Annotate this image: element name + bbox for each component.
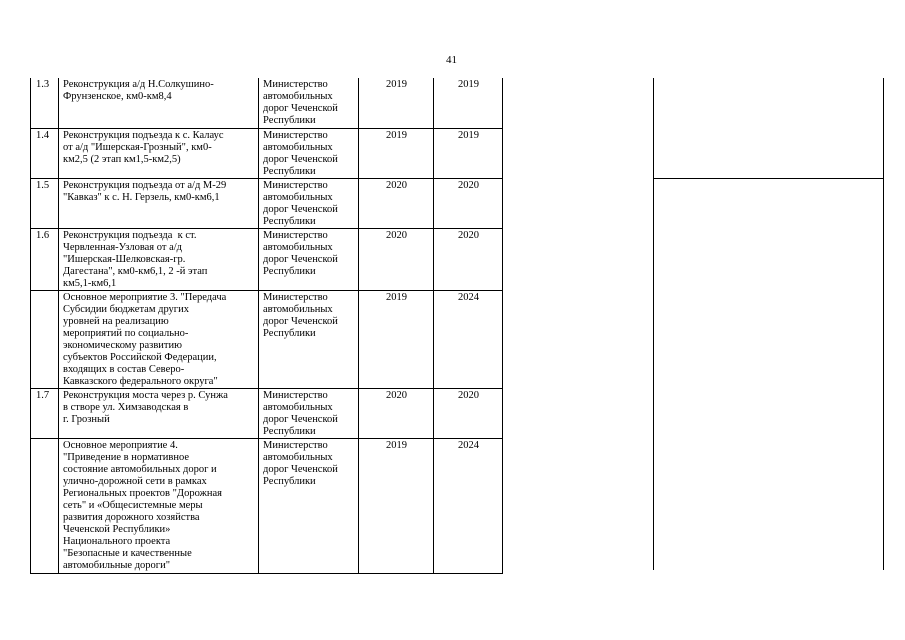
responsible-executor-line: автомобильных [263, 241, 333, 253]
responsible-executor-line: дорог Чеченской [263, 203, 338, 215]
start-year: 2020 [359, 178, 434, 228]
item-name [59, 78, 259, 128]
responsible-executor-line: Республики [263, 115, 316, 126]
responsible-executor-line: Министерство [263, 439, 328, 451]
item-number [31, 290, 59, 388]
responsible-executor-line: Министерство [263, 179, 328, 191]
item-name-line: км5,1-км6,1 [63, 277, 117, 289]
item-name-line: в створе ул. Химзаводская в [63, 401, 189, 413]
item-name-line: Основное мероприятие 3. "Передача [63, 291, 227, 303]
end-year: 2019 [434, 128, 503, 178]
program-table [30, 78, 503, 574]
responsible-executor-line: дорог Чеченской [263, 413, 338, 425]
page-number: 41 [446, 54, 457, 66]
table-row [31, 290, 503, 388]
start-year: 2019 [359, 438, 434, 573]
item-name [59, 290, 259, 388]
responsible-executor-line: дорог Чеченской [263, 153, 338, 165]
responsible-executor-line: автомобильных [263, 91, 333, 102]
item-name-line: мероприятий по социально- [63, 327, 189, 339]
responsible-executor-line: Республики [263, 475, 316, 487]
item-number [31, 438, 59, 573]
responsible-executor-line: дорог Чеченской [263, 253, 338, 265]
right-table-row-divider [653, 178, 884, 179]
responsible-executor-line: Республики [263, 327, 316, 339]
item-name-line: входящих в состав Северо- [63, 363, 185, 375]
responsible-executor [259, 178, 359, 228]
table-row [31, 388, 503, 438]
responsible-executor [259, 388, 359, 438]
responsible-executor-line: Республики [263, 215, 316, 227]
start-year: 2019 [359, 78, 434, 128]
responsible-executor-line: автомобильных [263, 191, 333, 203]
end-year: 2020 [434, 178, 503, 228]
item-name-line: г. Грозный [63, 413, 110, 425]
responsible-executor-line: Республики [263, 425, 316, 437]
item-name [59, 388, 259, 438]
responsible-executor-line: Министерство [263, 129, 328, 141]
item-name-line: Чеченской Республики» [63, 523, 171, 535]
item-name-line: "Приведение в нормативное [63, 451, 190, 463]
end-year: 2024 [434, 290, 503, 388]
table-row [31, 228, 503, 290]
responsible-executor-line: автомобильных [263, 451, 333, 463]
item-number: 1.5 [31, 178, 59, 228]
responsible-executor [259, 290, 359, 388]
responsible-executor-line: Министерство [263, 79, 328, 90]
table-row [31, 78, 503, 128]
table-body [31, 78, 503, 573]
item-name-line: Субсидии бюджетам других [63, 303, 189, 315]
responsible-executor-line: Республики [263, 165, 316, 177]
responsible-executor [259, 438, 359, 573]
responsible-executor-line: автомобильных [263, 401, 333, 413]
table-row [31, 128, 503, 178]
table-row [31, 178, 503, 228]
item-name-line: уровней на реализацию [63, 315, 169, 327]
start-year: 2020 [359, 388, 434, 438]
item-number: 1.3 [31, 78, 59, 128]
item-name [59, 128, 259, 178]
responsible-executor-line: дорог Чеченской [263, 103, 338, 114]
item-name-line: сеть" и «Общесистемные меры [63, 499, 203, 511]
item-name-line: Национального проекта [63, 535, 171, 547]
end-year: 2020 [434, 388, 503, 438]
item-name-line: "Кавказ" к с. Н. Герзель, км0-км6,1 [63, 191, 220, 203]
item-name-line: развития дорожного хозяйства [63, 511, 200, 523]
responsible-executor-line: автомобильных [263, 141, 333, 153]
item-name-line: Основное мероприятие 4. [63, 439, 178, 451]
item-name-line: улично-дорожной сети в рамках [63, 475, 207, 487]
item-name-line: Реконструкция подъезда от а/д М-29 [63, 179, 227, 191]
item-name-line: "Ишерская-Шелковская-гр. [63, 253, 186, 265]
item-name-line: состояние автомобильных дорог и [63, 463, 217, 475]
item-number: 1.7 [31, 388, 59, 438]
responsible-executor [259, 128, 359, 178]
item-name-line: автомобильные дороги" [63, 559, 171, 571]
start-year: 2020 [359, 228, 434, 290]
responsible-executor-line: автомобильных [263, 303, 333, 315]
item-name-line: Реконструкция подъезда к ст. [63, 229, 197, 241]
item-name-line: Реконструкция подъезда к с. Калаус [63, 129, 224, 141]
end-year: 2020 [434, 228, 503, 290]
table-row [31, 438, 503, 573]
item-name-line: Дагестана", км0-км6,1, 2 -й этап [63, 265, 208, 277]
item-name-line: Реконструкция моста через р. Сунжа [63, 389, 228, 401]
item-name-line: Кавказского федерального округа" [63, 375, 218, 387]
end-year: 2024 [434, 438, 503, 573]
item-name [59, 178, 259, 228]
start-year: 2019 [359, 290, 434, 388]
responsible-executor-line: дорог Чеченской [263, 463, 338, 475]
item-name-line: Червленная-Узловая от а/д [63, 241, 183, 253]
responsible-executor [259, 228, 359, 290]
responsible-executor-line: Министерство [263, 291, 328, 303]
responsible-executor-line: дорог Чеченской [263, 315, 338, 327]
item-name-line: от а/д "Ишерская-Грозный", км0- [63, 141, 212, 153]
item-name-line: Региональных проектов "Дорожная [63, 487, 222, 499]
item-name [59, 228, 259, 290]
item-name-line: экономическому развитию [63, 339, 182, 351]
item-name-line: "Безопасные и качественные [63, 547, 192, 559]
start-year: 2019 [359, 128, 434, 178]
item-number: 1.6 [31, 228, 59, 290]
item-name-line: субъектов Российской Федерации, [63, 351, 217, 363]
item-name-line: Реконструкция а/д Н.Солкушино- [63, 79, 214, 90]
responsible-executor [259, 78, 359, 128]
item-name-line: Фрунзенское, км0-км8,4 [63, 91, 172, 102]
item-name [59, 438, 259, 573]
item-name-line: км2,5 (2 этап км1,5-км2,5) [63, 153, 181, 165]
item-number: 1.4 [31, 128, 59, 178]
responsible-executor-line: Министерство [263, 229, 328, 241]
right-table-left-border [653, 78, 654, 570]
end-year: 2019 [434, 78, 503, 128]
responsible-executor-line: Министерство [263, 389, 328, 401]
responsible-executor-line: Республики [263, 265, 316, 277]
right-table-right-border [883, 78, 884, 570]
